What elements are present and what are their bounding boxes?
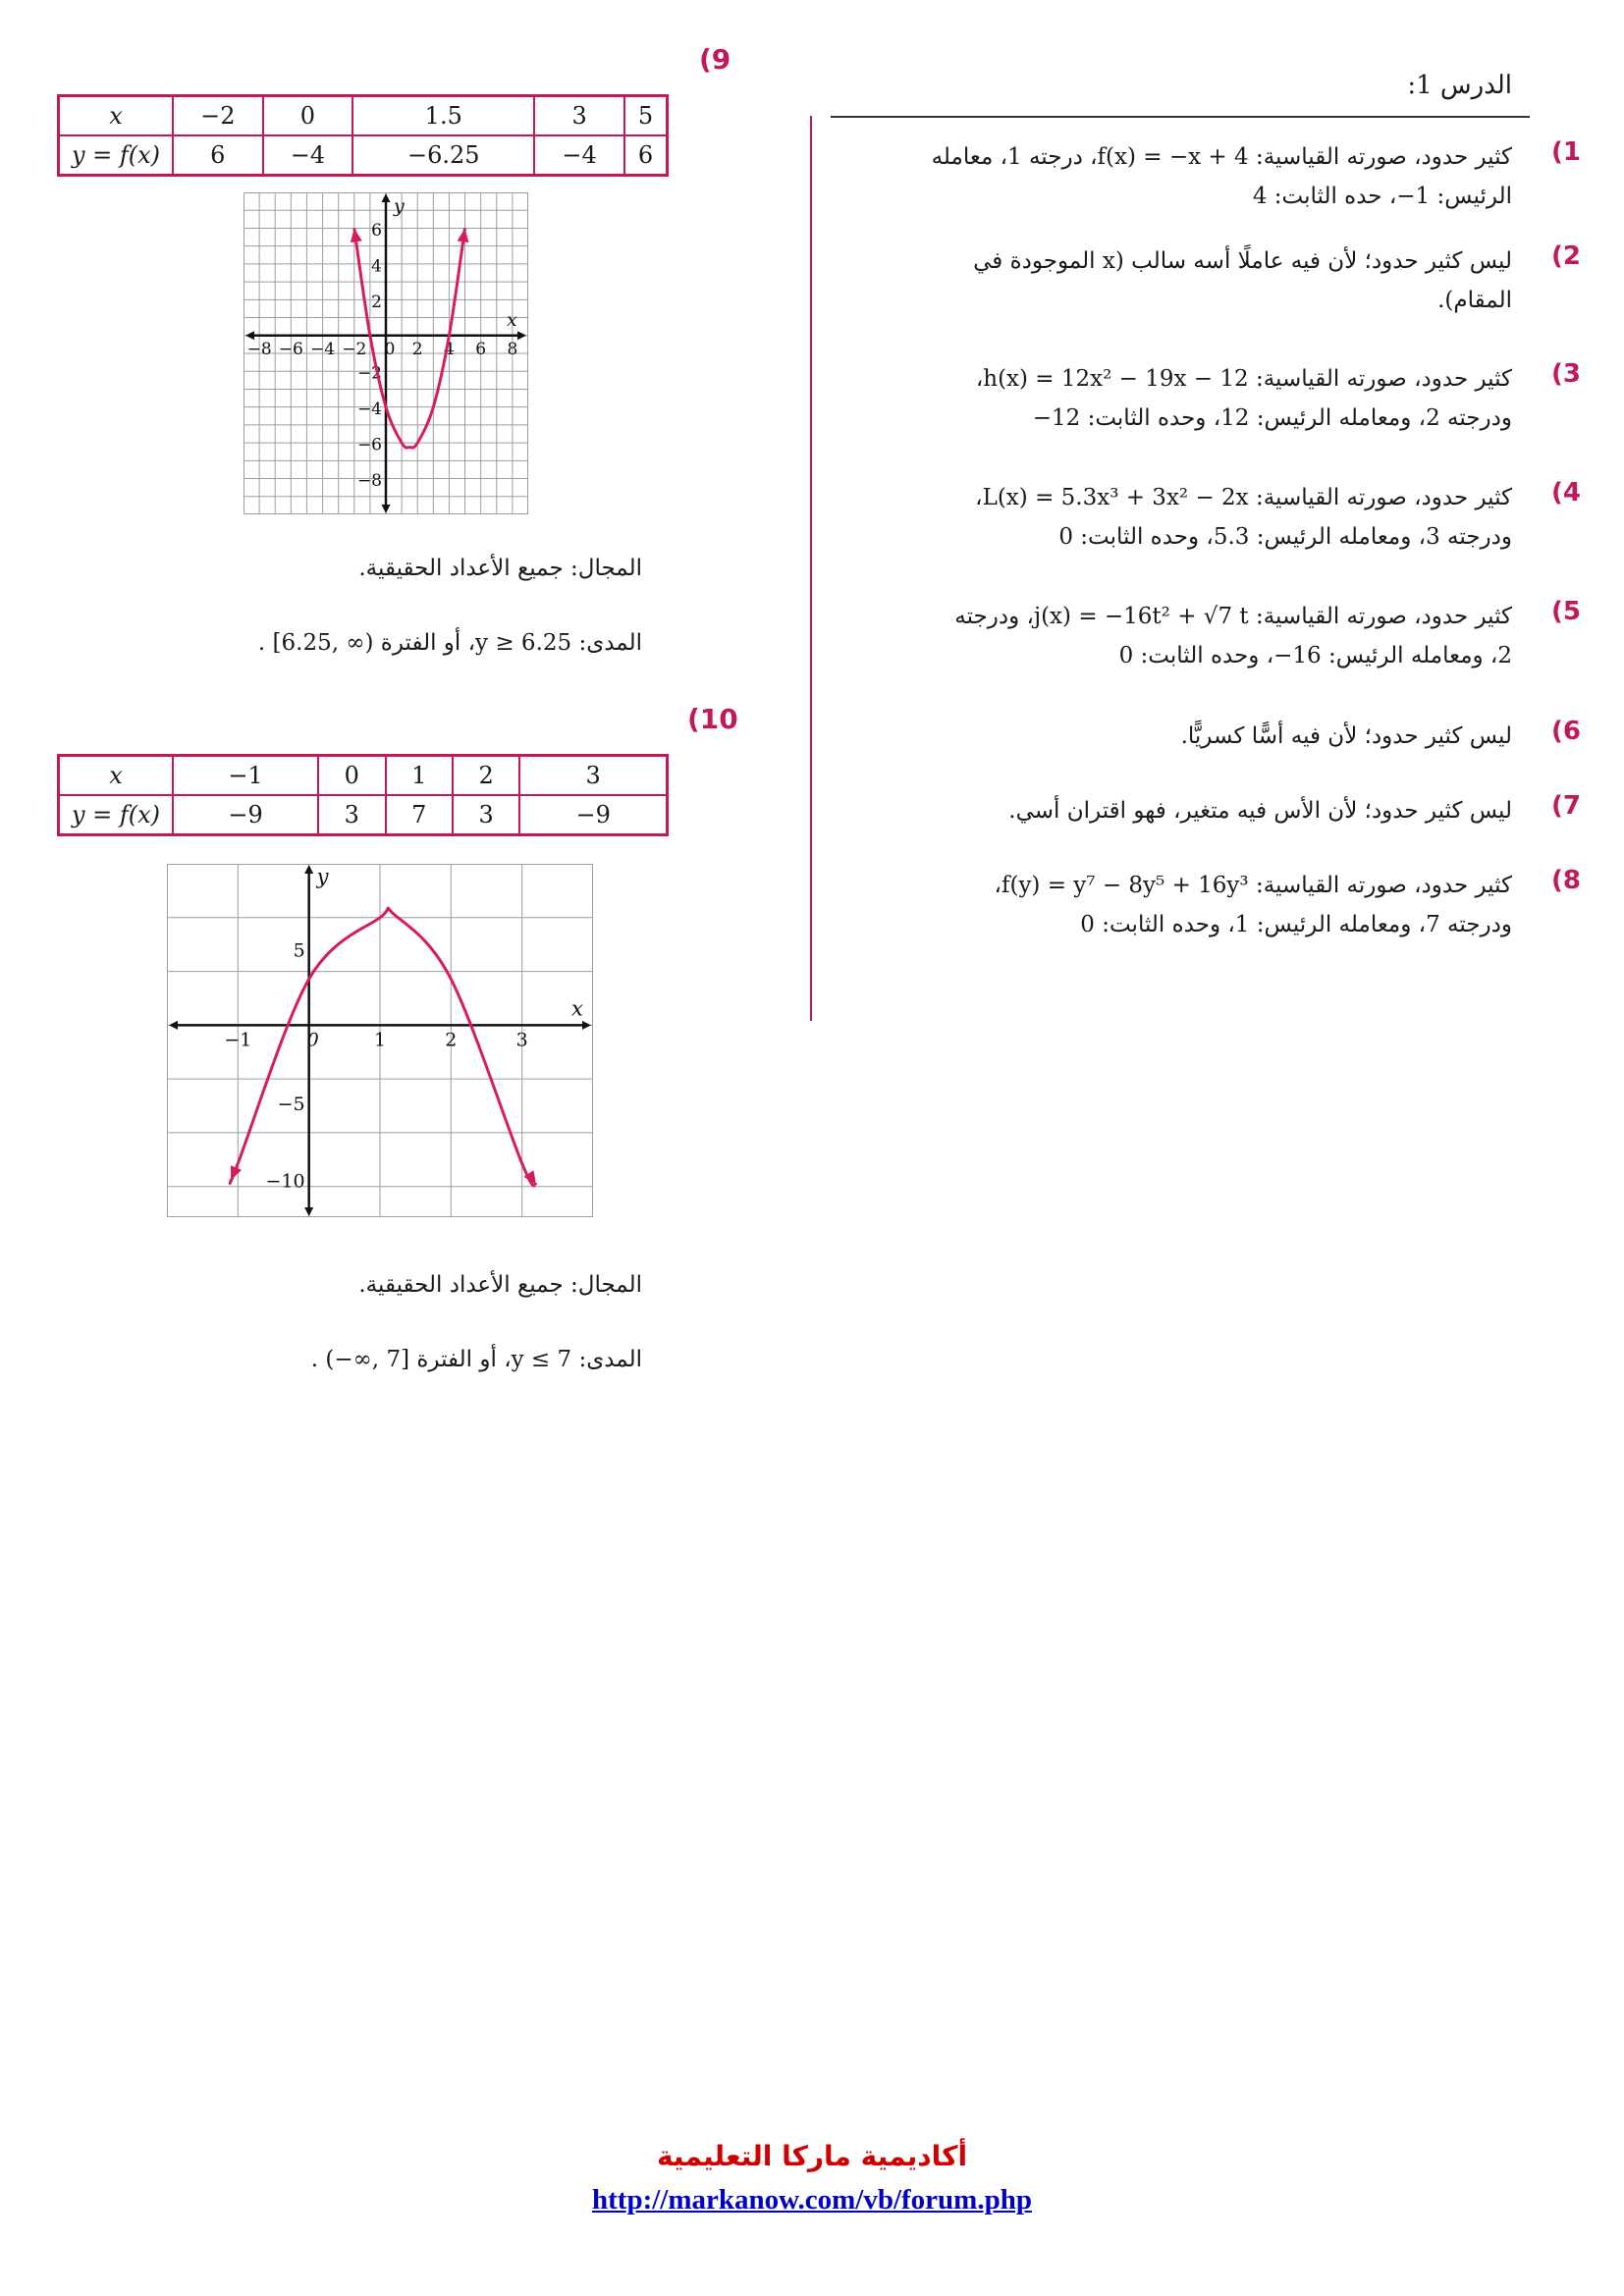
- answer-line: كثير حدود، صورته القياسية: h(x) = 12x² − 19x − 12،: [975, 366, 1512, 392]
- x-tick-label: −1: [224, 1029, 252, 1051]
- table-cell: 6: [173, 135, 263, 176]
- y-tick-label: −5: [277, 1094, 305, 1116]
- table-cell: −9: [173, 795, 318, 835]
- ex10-range: المدى: y ≤ 7، أو الفترة [7 ,∞−) .: [310, 1347, 642, 1372]
- ex9-range: المدى: y ≥ 6.25، أو الفترة (∞ ,6.25] .: [257, 630, 642, 656]
- answer-line: ليس كثير حدود؛ لأن فيه عاملًا أسه سالب (x الموجودة في: [973, 248, 1512, 274]
- table-cell: 5: [624, 96, 668, 136]
- table-header-x: x: [59, 96, 174, 136]
- table-row: [59, 135, 668, 176]
- answer-number: (6: [1551, 717, 1581, 746]
- table-cell: 6: [624, 135, 668, 176]
- x-tick-label: −8: [246, 339, 272, 359]
- y-axis-arrow-up: [382, 193, 391, 202]
- y-tick-label: 2: [371, 292, 382, 312]
- y-tick-label: 5: [293, 939, 305, 962]
- table-cell: 3: [519, 756, 667, 796]
- answer-line: كثير حدود، صورته القياسية: L(x) = 5.3x³ + 3x² − 2x،: [975, 485, 1512, 510]
- y-tick-label: −8: [356, 471, 382, 492]
- table-row: [59, 795, 668, 835]
- answer-8: [854, 866, 1581, 944]
- exercise-10-number: (10: [687, 703, 738, 735]
- answer-3: [854, 359, 1581, 438]
- y-tick-label: −10: [265, 1170, 305, 1193]
- series-arrow-start: [351, 228, 362, 242]
- x-tick-label: −4: [310, 339, 336, 359]
- y-axis-label: y: [316, 865, 329, 888]
- y-axis-arrow-down: [304, 1207, 313, 1216]
- answer-line: ودرجته 7، ومعامله الرئيس: 1، وحده الثابت: 0: [1080, 912, 1512, 937]
- answer-number: (7: [1551, 791, 1581, 821]
- answer-line: الرئيس: 1−، حده الثابت: 4: [1252, 184, 1512, 209]
- y-axis-arrow-down: [382, 505, 391, 513]
- ex10-domain: المجال: جميع الأعداد الحقيقية.: [358, 1272, 642, 1298]
- x-tick-label: 6: [475, 339, 487, 359]
- y-tick-label: 6: [371, 220, 382, 240]
- ex9-domain: المجال: جميع الأعداد الحقيقية.: [358, 556, 642, 581]
- x-tick-label: 0: [306, 1029, 319, 1051]
- table-header-y: y = f(x): [59, 135, 174, 176]
- table-header-x: x: [59, 756, 174, 796]
- table-header-y: y = f(x): [59, 795, 174, 835]
- x-axis-arrow-right: [517, 331, 526, 340]
- answer-number: (5: [1551, 597, 1581, 626]
- y-tick-label: −2: [356, 363, 382, 384]
- table-cell: 0: [318, 756, 385, 796]
- x-axis-arrow-right: [582, 1021, 591, 1030]
- answer-line: ودرجته 3، ومعامله الرئيس: 5.3، وحده الثابت: 0: [1058, 524, 1512, 550]
- answer-2: [854, 241, 1581, 320]
- answer-line: كثير حدود، صورته القياسية: f(y) = y⁷ − 8y⁵ + 16y³،: [994, 873, 1512, 898]
- x-tick-label: 0: [384, 339, 396, 359]
- answer-line: 2، ومعامله الرئيس: 16−، وحده الثابت: 0: [1118, 643, 1512, 668]
- answer-1: [854, 137, 1581, 216]
- answer-number: (8: [1551, 866, 1581, 895]
- column-divider: [810, 116, 812, 1021]
- x-tick-label: 2: [445, 1029, 458, 1051]
- table-cell: 2: [453, 756, 519, 796]
- ex10-graph: [167, 864, 593, 1217]
- x-tick-label: 2: [411, 339, 423, 359]
- answer-7: [854, 791, 1581, 830]
- answer-number: (3: [1551, 359, 1581, 389]
- table-cell: 3: [318, 795, 385, 835]
- table-cell: −4: [534, 135, 624, 176]
- answer-line: كثير حدود، صورته القياسية: f(x) = −x + 4، درجته 1، معامله: [931, 144, 1512, 170]
- table-cell: 1: [386, 756, 453, 796]
- x-tick-label: 4: [444, 339, 455, 359]
- exercise-9-number: (9: [699, 43, 731, 76]
- table-row: [59, 96, 668, 136]
- answer-line: ليس كثير حدود؛ لأن الأس فيه متغير، فهو اقتران أسي.: [1008, 798, 1512, 824]
- table-row: [59, 756, 668, 796]
- table-cell: 3: [453, 795, 519, 835]
- answer-number: (4: [1551, 478, 1581, 507]
- table-cell: −1: [173, 756, 318, 796]
- x-tick-label: 8: [507, 339, 518, 359]
- answer-line: المقام).: [1437, 288, 1512, 313]
- answer-number: (1: [1551, 137, 1581, 167]
- x-axis-label: x: [571, 996, 583, 1021]
- table-cell: 1.5: [352, 96, 534, 136]
- table-cell: 3: [534, 96, 624, 136]
- x-tick-label: 1: [373, 1029, 387, 1051]
- y-tick-label: −4: [356, 400, 382, 420]
- ex9-graph: [244, 192, 528, 514]
- table-cell: −2: [173, 96, 263, 136]
- y-axis-label: y: [394, 195, 405, 217]
- y-axis-arrow-up: [304, 865, 313, 874]
- answer-number: (2: [1551, 241, 1581, 271]
- lesson-title: الدرس 1:: [1407, 71, 1512, 100]
- lesson-rule: [831, 116, 1530, 118]
- ex10-value-table: [57, 754, 669, 836]
- x-axis-label: x: [507, 308, 517, 331]
- table-cell: −4: [263, 135, 353, 176]
- ex9-value-table: [57, 94, 669, 177]
- x-axis-arrow-left: [169, 1021, 178, 1030]
- x-tick-label: −6: [278, 339, 303, 359]
- answer-6: [854, 717, 1581, 756]
- answer-5: [854, 597, 1581, 675]
- x-tick-label: −2: [342, 339, 367, 359]
- footer-forum-link[interactable]: http://markanow.com/vb/forum.php: [592, 2184, 1032, 2216]
- y-tick-label: −6: [356, 435, 382, 455]
- series-arrow-end: [458, 228, 469, 242]
- table-cell: 7: [386, 795, 453, 835]
- table-cell: 0: [263, 96, 353, 136]
- y-tick-label: 4: [371, 256, 382, 277]
- answer-line: كثير حدود، صورته القياسية: j(x) = −16t² + √7 t، ودرجته: [954, 604, 1512, 629]
- table-cell: −9: [519, 795, 667, 835]
- table-cell: −6.25: [352, 135, 534, 176]
- answer-line: ودرجته 2، ومعامله الرئيس: 12، وحده الثابت: 12−: [1032, 405, 1512, 431]
- x-tick-label: 3: [515, 1029, 528, 1051]
- answer-4: [854, 478, 1581, 557]
- footer-academy-name: أكاديمية ماركا التعليمية: [656, 2140, 968, 2172]
- answer-line: ليس كثير حدود؛ لأن فيه أسًّا كسريًّا.: [1180, 723, 1512, 749]
